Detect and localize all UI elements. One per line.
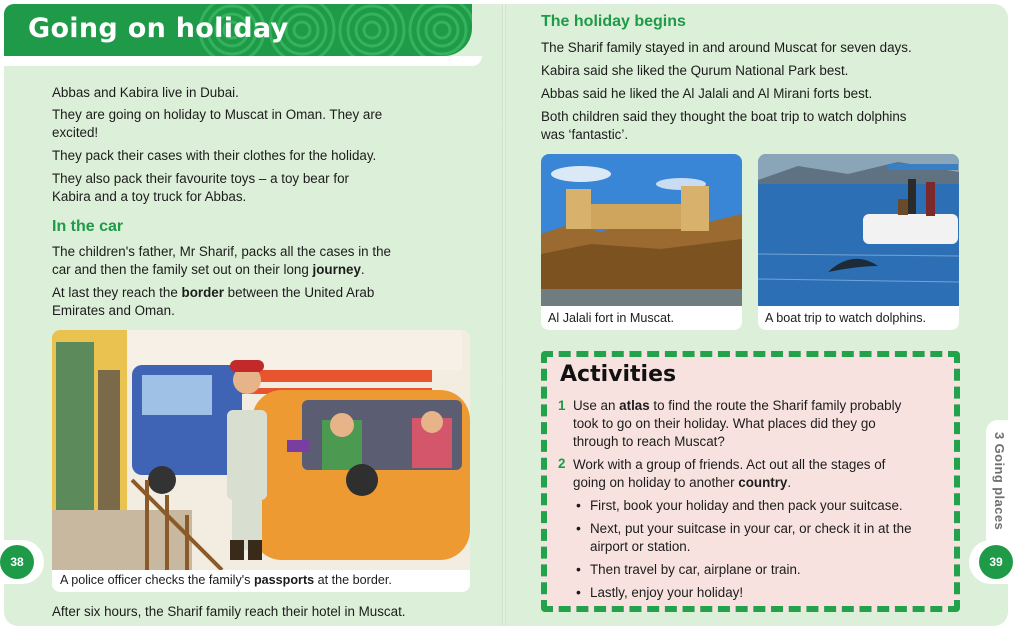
illustration-caption: A police officer checks the family's passports at the border. <box>60 573 392 587</box>
activity-bullet-3: Then travel by car, airplane or train. <box>590 562 801 577</box>
intro-line-1: Abbas and Kabira live in Dubai. <box>52 85 239 100</box>
car-text-line-3: At last they reach the border between the United Arab <box>52 285 375 300</box>
intro-line-2: They are going on holiday to Muscat in Oman. They are <box>52 107 383 122</box>
page-title: Going on holiday <box>28 13 289 44</box>
heading-in-the-car: In the car <box>52 218 124 235</box>
chapter-side-label: 3 Going places <box>992 432 1007 531</box>
intro-line-6: Kabira and a toy truck for Abbas. <box>52 189 247 204</box>
holiday-line-2: Kabira said she liked the Qurum National Park best. <box>541 63 849 78</box>
activity-1-line-3: through to reach Muscat? <box>573 434 725 449</box>
dolphin-photo <box>758 154 959 306</box>
bullet-icon: • <box>576 584 581 600</box>
border-crossing-illustration <box>52 330 470 570</box>
activity-number-2: 2 <box>558 456 566 471</box>
bullet-icon: • <box>576 520 581 536</box>
car-text-line-1: The children's father, Mr Sharif, packs all the cases in the <box>52 244 391 259</box>
fort-caption: Al Jalali fort in Muscat. <box>548 311 674 325</box>
fort-photo-frame <box>541 154 742 330</box>
activity-1-line-1: Use an atlas to find the route the Sharif family probably <box>573 398 902 413</box>
closing-line: After six hours, the Sharif family reach their hotel in Muscat. <box>52 604 406 619</box>
page-number-right: 39 <box>979 545 1013 579</box>
car-text-line-4: Emirates and Oman. <box>52 303 175 318</box>
activity-bullet-2: Next, put your suitcase in your car, or check it in at the <box>590 521 912 536</box>
holiday-line-3: Abbas said he liked the Al Jalali and Al Mirani forts best. <box>541 86 873 101</box>
holiday-line-5: was ‘fantastic’. <box>541 127 629 142</box>
activity-1-line-2: took to go on their holiday. What places did they go <box>573 416 876 431</box>
intro-line-4: They pack their cases with their clothes for the holiday. <box>52 148 377 163</box>
intro-line-3: excited! <box>52 125 99 140</box>
title-banner <box>4 4 472 56</box>
book-spine <box>502 4 506 626</box>
dolphin-caption: A boat trip to watch dolphins. <box>765 311 927 325</box>
intro-line-5: They also pack their favourite toys – a toy bear for <box>52 171 349 186</box>
holiday-line-4: Both children said they thought the boat trip to watch dolphins <box>541 109 907 124</box>
border-illustration-frame <box>52 330 470 592</box>
holiday-line-1: The Sharif family stayed in and around Muscat for seven days. <box>541 40 912 55</box>
heading-holiday-begins: The holiday begins <box>541 13 686 30</box>
fort-photo <box>541 154 742 306</box>
activity-bullet-4: Lastly, enjoy your holiday! <box>590 585 744 600</box>
activity-number-1: 1 <box>558 398 566 413</box>
title-banner-edge <box>4 56 482 66</box>
activity-bullet-1: First, book your holiday and then pack your suitcase. <box>590 498 903 513</box>
activity-bullet-2-cont: airport or station. <box>590 539 691 554</box>
activity-2-line-2: going on holiday to another country. <box>573 475 792 490</box>
bullet-icon: • <box>576 561 581 577</box>
activities-title: Activities <box>560 362 677 387</box>
page-number-left: 38 <box>0 545 34 579</box>
dolphin-photo-frame <box>758 154 959 330</box>
bullet-icon: • <box>576 497 581 513</box>
car-text-line-2: car and then the family set out on their long journey. <box>52 262 365 277</box>
activity-2-line-1: Work with a group of friends. Act out all the stages of <box>573 457 886 472</box>
